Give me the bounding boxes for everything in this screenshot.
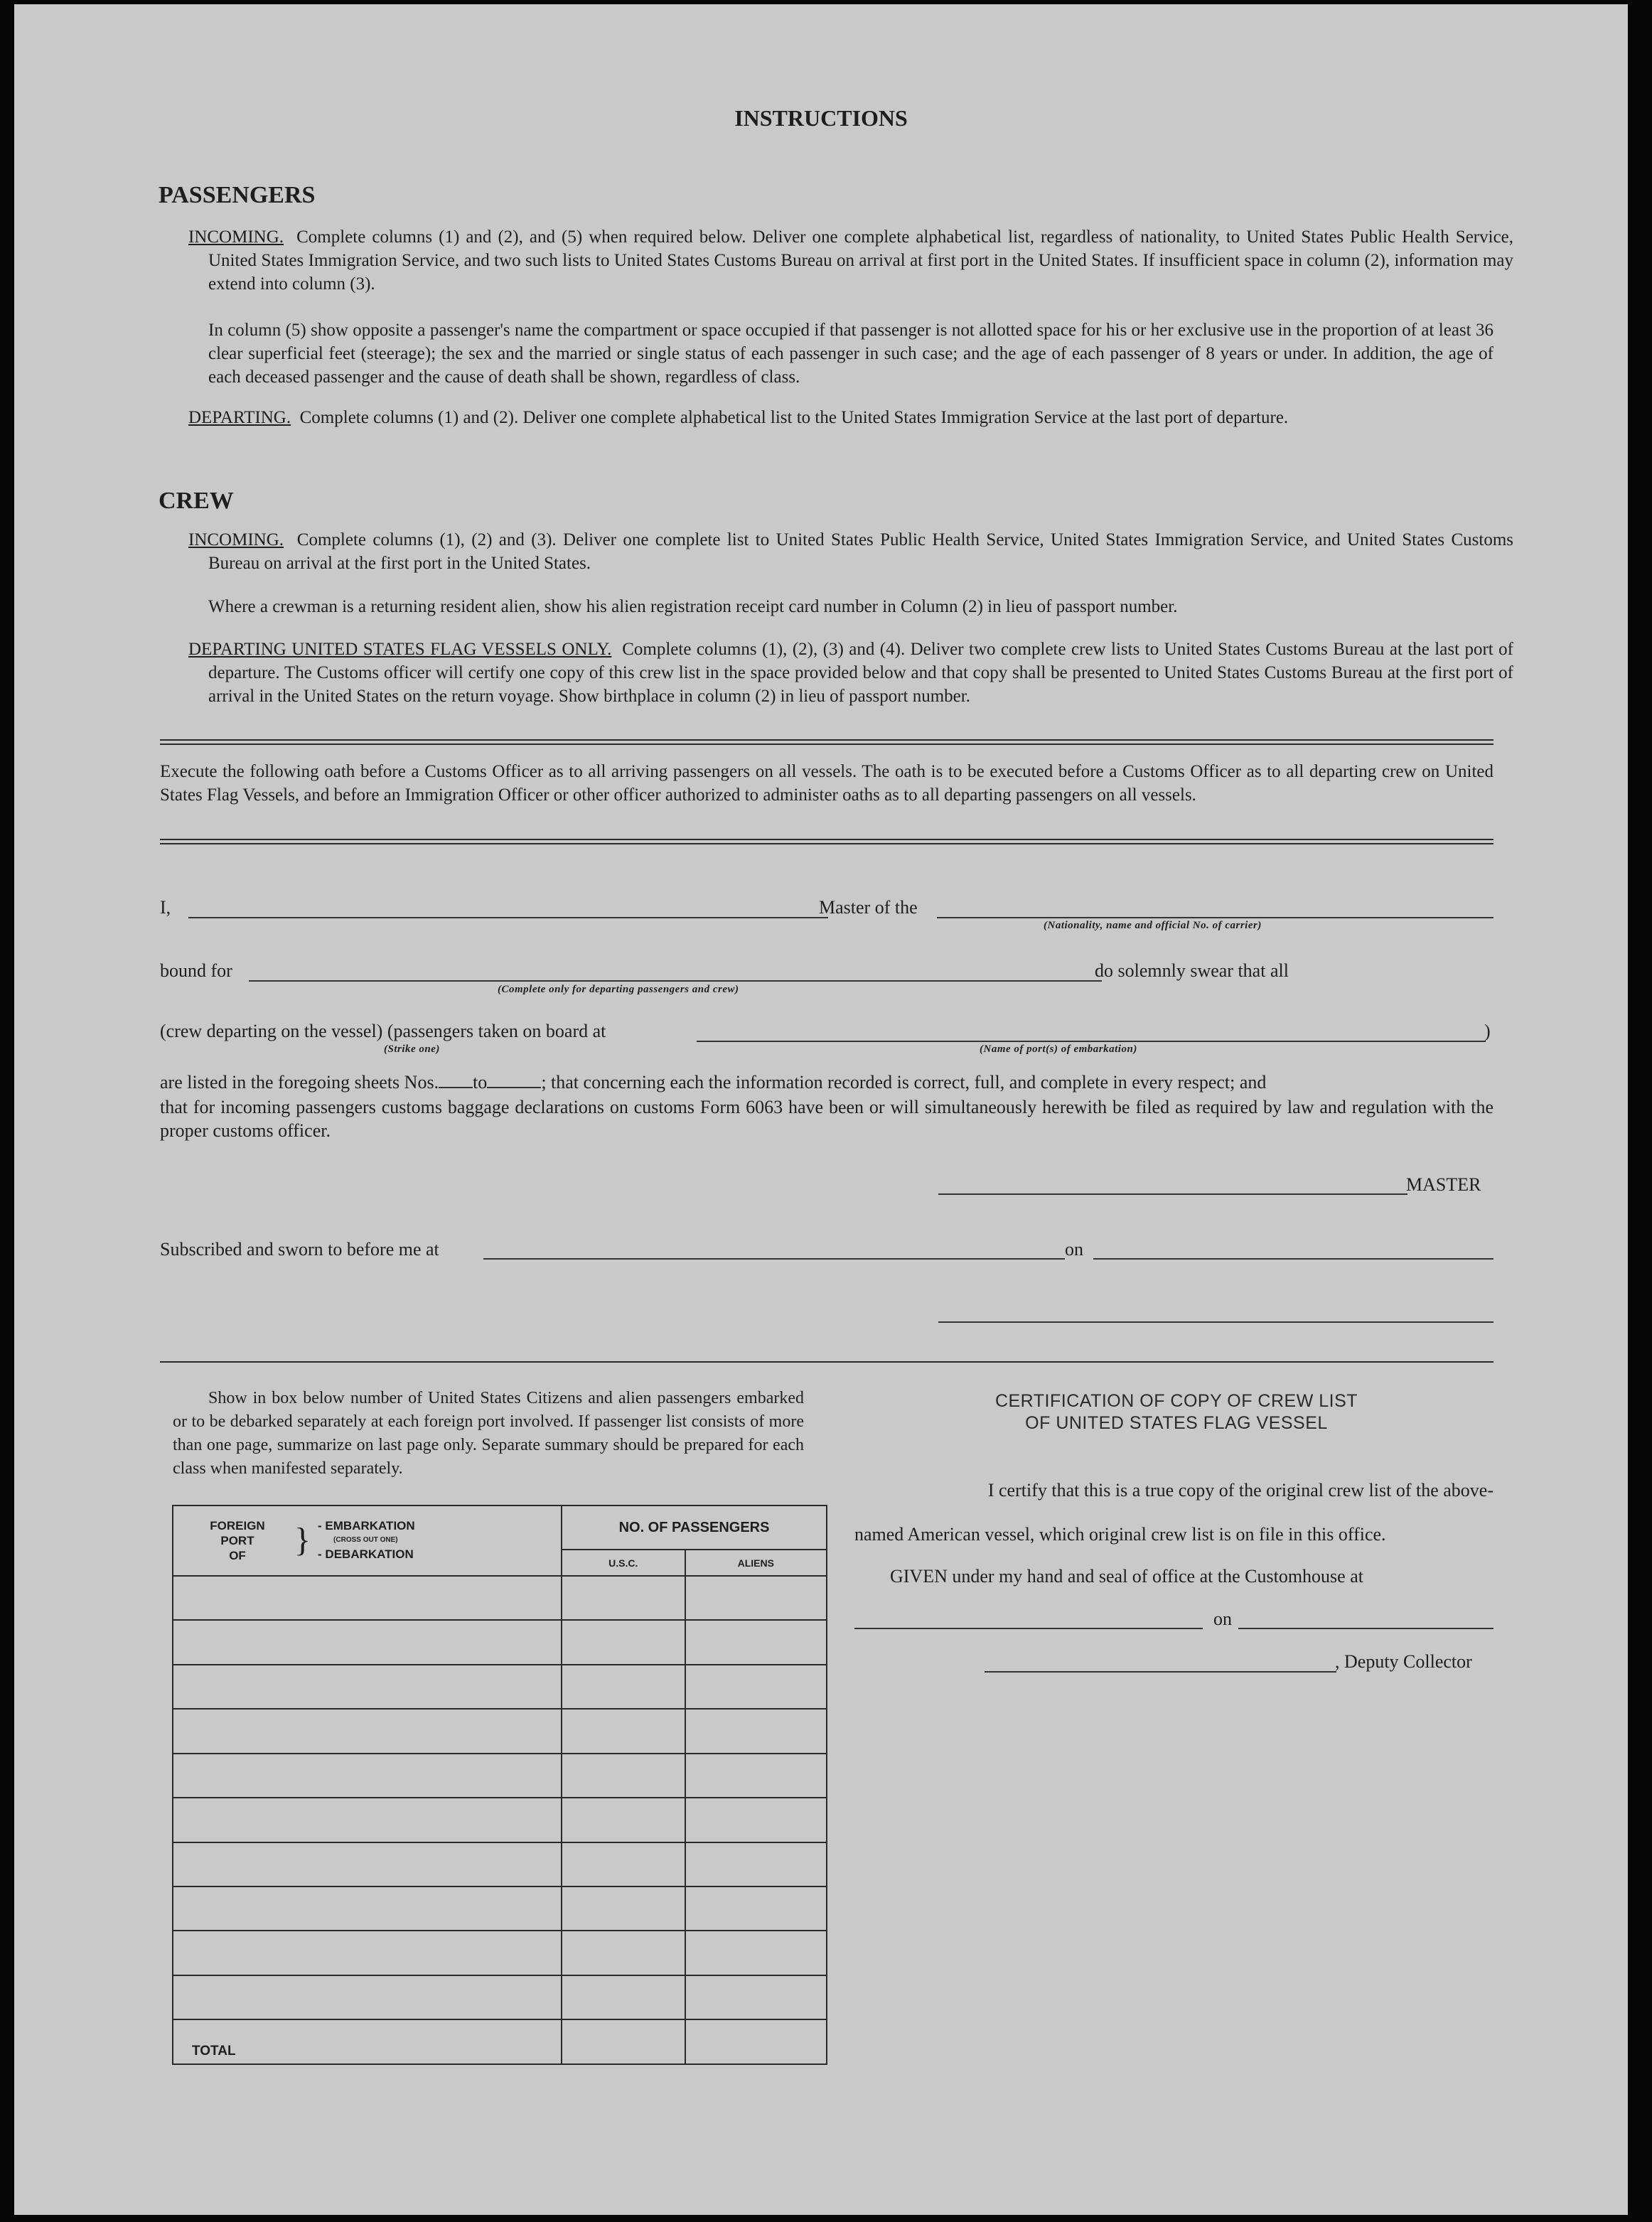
sheet-from-field[interactable] (439, 1087, 473, 1088)
master-of-label: Master of the (819, 897, 918, 918)
port-cell[interactable] (173, 1798, 562, 1842)
aliens-header: ALIENS (685, 1550, 827, 1575)
port-cell[interactable] (173, 1931, 562, 1975)
usc-cell[interactable] (562, 1931, 685, 1975)
embarkation-ports-field[interactable] (697, 1041, 1486, 1042)
strike-caption: (Strike one) (384, 1043, 440, 1055)
given-line: GIVEN under my hand and seal of office at the Customhouse at (890, 1566, 1363, 1587)
port-cell[interactable] (173, 1709, 562, 1753)
aliens-cell[interactable] (685, 1665, 827, 1709)
port-cell[interactable] (173, 1754, 562, 1798)
usc-total-cell[interactable] (562, 2019, 685, 2064)
departing-caption: (Complete only for departing passengers and crew) (498, 984, 739, 995)
passengers-column5-paragraph: In column (5) show opposite a passenger's name the compartment or space occupied if that passenger is not allotted space for his or her exclusive use in the proportion of at least 36 clear superficial feet (steerage); the sex and the married or single status of each passenger in such case; and the age of each passenger of 8 years or under. In addition, the age of each deceased passenger and the cause of death shall be shown, regardless of class. (208, 321, 1493, 387)
aliens-cell[interactable] (685, 1886, 827, 1931)
sworn-location-field[interactable] (483, 1258, 1065, 1260)
sheets-tail: ; that concerning each the information recorded is correct, full, and complete in every respect; and (541, 1072, 1267, 1093)
customhouse-field[interactable] (854, 1628, 1203, 1629)
aliens-cell[interactable] (685, 1754, 827, 1798)
ports-caption: (Name of port(s) of embarkation) (980, 1043, 1137, 1055)
crew-departing-paragraph (188, 638, 1513, 708)
aliens-total-cell[interactable] (685, 2019, 827, 2064)
passengers-incoming-label: INCOMING. (188, 227, 284, 247)
port-cell[interactable] (173, 1842, 562, 1886)
summary-instruction: Show in box below number of United States Citizens and alien passengers embarked or to be debarked separately at each foreign port involved. If passenger list consists of more than one page, summarize on last page only. Separate summary should be prepared for each class when manifested separately. (173, 1389, 804, 1478)
crew-incoming-paragraph (188, 528, 1513, 575)
aliens-cell[interactable] (685, 1931, 827, 1975)
carrier-field[interactable] (937, 917, 1493, 918)
of-label: OF (229, 1548, 246, 1562)
port-cell[interactable] (173, 1886, 562, 1931)
passengers-departing-paragraph (188, 406, 1513, 429)
certify-line2: named American vessel, which original crew list is on file in this office. (854, 1524, 1386, 1545)
aliens-cell[interactable] (685, 1620, 827, 1664)
close-paren: ) (1484, 1021, 1491, 1041)
page-title: INSTRUCTIONS (734, 105, 908, 131)
certification-heading (860, 1390, 1493, 1434)
nationality-caption: (Nationality, name and official No. of carrier) (1044, 920, 1262, 931)
swear-text: do solemnly swear that all (1095, 960, 1289, 981)
certification-heading-line1: CERTIFICATION OF COPY OF CREW LIST (994, 1391, 1358, 1411)
sheets-label: are listed in the foregoing sheets Nos. (160, 1072, 439, 1093)
foreign-port-header (173, 1506, 562, 1576)
port-cell[interactable] (173, 1620, 562, 1664)
crew-heading: CREW (159, 488, 234, 514)
no-passengers-header: NO. OF PASSENGERS (562, 1506, 827, 1550)
officer-signature-field[interactable] (938, 1321, 1493, 1323)
crew-departing-text: (crew departing on the vessel) (passengers taken on board at (160, 1021, 606, 1041)
sheets-to-label: to (473, 1072, 488, 1093)
aliens-cell[interactable] (685, 1576, 827, 1620)
usc-cell[interactable] (562, 1754, 685, 1798)
port-cell[interactable] (173, 1665, 562, 1709)
usc-header: U.S.C. (562, 1550, 685, 1575)
crew-resident-paragraph: Where a crewman is a returning resident alien, show his alien registration receipt card number in Column (2) in lieu of passport number. (208, 597, 1178, 616)
embarkation-label: - EMBARKATION (318, 1519, 415, 1533)
foreign-label: FOREIGN (210, 1518, 265, 1533)
aliens-cell[interactable] (685, 1975, 827, 2019)
usc-cell[interactable] (562, 1975, 685, 2019)
passenger-summary-table (172, 1505, 827, 2065)
port-label: PORT (220, 1533, 254, 1547)
crew-incoming-text: Complete columns (1), (2) and (3). Deliver one complete list to United States Public Health Service, United States Immigration Service, and United States Customs Bureau on arrival at the first port in the United States. (208, 530, 1514, 573)
debarkation-label: - DEBARKATION (318, 1547, 414, 1562)
passengers-incoming-text: Complete columns (1) and (2), and (5) when required below. Deliver one complete alphabetical list, regardless of nationality, to United States Public Health Service, United States Immigration Service, and two such lists to United States Customs Bureau on arrival at first port in the United States. If insufficient space in column (2), information may extend into column (3). (208, 227, 1514, 294)
passengers-departing-text: Complete columns (1) and (2). Deliver one complete alphabetical list to the United States Immigration Service at the last port of departure. (299, 408, 1289, 427)
certification-on-label: on (1213, 1609, 1232, 1629)
port-cell[interactable] (173, 1975, 562, 2019)
bound-for-field[interactable] (249, 980, 1102, 982)
passengers-incoming-paragraph (188, 225, 1513, 296)
form-sheet (14, 4, 1628, 2215)
crew-departing-label: DEPARTING UNITED STATES FLAG VESSELS ONLY. (188, 640, 612, 659)
certification-heading-line2: OF UNITED STATES FLAG VESSEL (1025, 1413, 1328, 1433)
usc-cell[interactable] (562, 1886, 685, 1931)
brace-icon: } (294, 1521, 311, 1560)
certification-date-field[interactable] (1238, 1628, 1493, 1629)
deputy-signature-field[interactable] (985, 1671, 1336, 1673)
cross-out-label: (CROSS OUT ONE) (333, 1536, 398, 1545)
usc-cell[interactable] (562, 1842, 685, 1886)
usc-cell[interactable] (562, 1665, 685, 1709)
passengers-heading: PASSENGERS (159, 182, 316, 208)
sheet-to-field[interactable] (487, 1087, 541, 1088)
oath-i-label: I, (160, 897, 171, 918)
aliens-cell[interactable] (685, 1842, 827, 1886)
master-name-field[interactable] (188, 917, 828, 918)
certify-line1: I certify that this is a true copy of the original crew list of the above- (987, 1480, 1493, 1501)
usc-cell[interactable] (562, 1709, 685, 1753)
aliens-cell[interactable] (685, 1709, 827, 1753)
deputy-collector-label: , Deputy Collector (1335, 1651, 1472, 1672)
total-label: TOTAL (173, 2019, 562, 2064)
subscribed-label: Subscribed and sworn to before me at (160, 1239, 439, 1260)
divider-rule (160, 739, 1493, 745)
bound-for-label: bound for (160, 960, 232, 981)
divider-rule (160, 1361, 1493, 1363)
passengers-departing-label: DEPARTING. (188, 408, 291, 427)
aliens-cell[interactable] (685, 1798, 827, 1842)
crew-departing-text: Complete columns (1), (2), (3) and (4). Deliver two complete crew lists to United States Customs Bureau at the last port of departure. The Customs officer will certify one copy of this crew list in the space provided below and that copy shall be presented to United States Customs Bureau at the first port of arrival in the United States on the return voyage. Show birthplace in column (2) in lieu of passport number. (208, 640, 1513, 706)
sworn-on-label: on (1065, 1239, 1083, 1260)
usc-cell[interactable] (562, 1798, 685, 1842)
usc-cell[interactable] (562, 1576, 685, 1620)
port-cell[interactable] (173, 1576, 562, 1620)
master-label: MASTER (1406, 1174, 1481, 1195)
usc-cell[interactable] (562, 1620, 685, 1664)
divider-rule (160, 839, 1493, 844)
customs-declaration-text: that for incoming passengers customs baggage declarations on customs Form 6063 have been or will simultaneously herewith be filed as required by law and regulation with the proper customs officer. (160, 1097, 1493, 1141)
oath-instruction: Execute the following oath before a Customs Officer as to all arriving passengers on all vessels. The oath is to be executed before a Customs Officer as to all departing crew on United States Flag Vessels, and before an Immigration Officer or other officer authorized to administer oaths as to all departing passengers on all vessels. (160, 762, 1493, 805)
crew-incoming-label: INCOMING. (188, 530, 284, 549)
sworn-date-field[interactable] (1093, 1258, 1493, 1260)
sheets-line (160, 1072, 1266, 1093)
master-signature-field[interactable] (938, 1193, 1407, 1195)
